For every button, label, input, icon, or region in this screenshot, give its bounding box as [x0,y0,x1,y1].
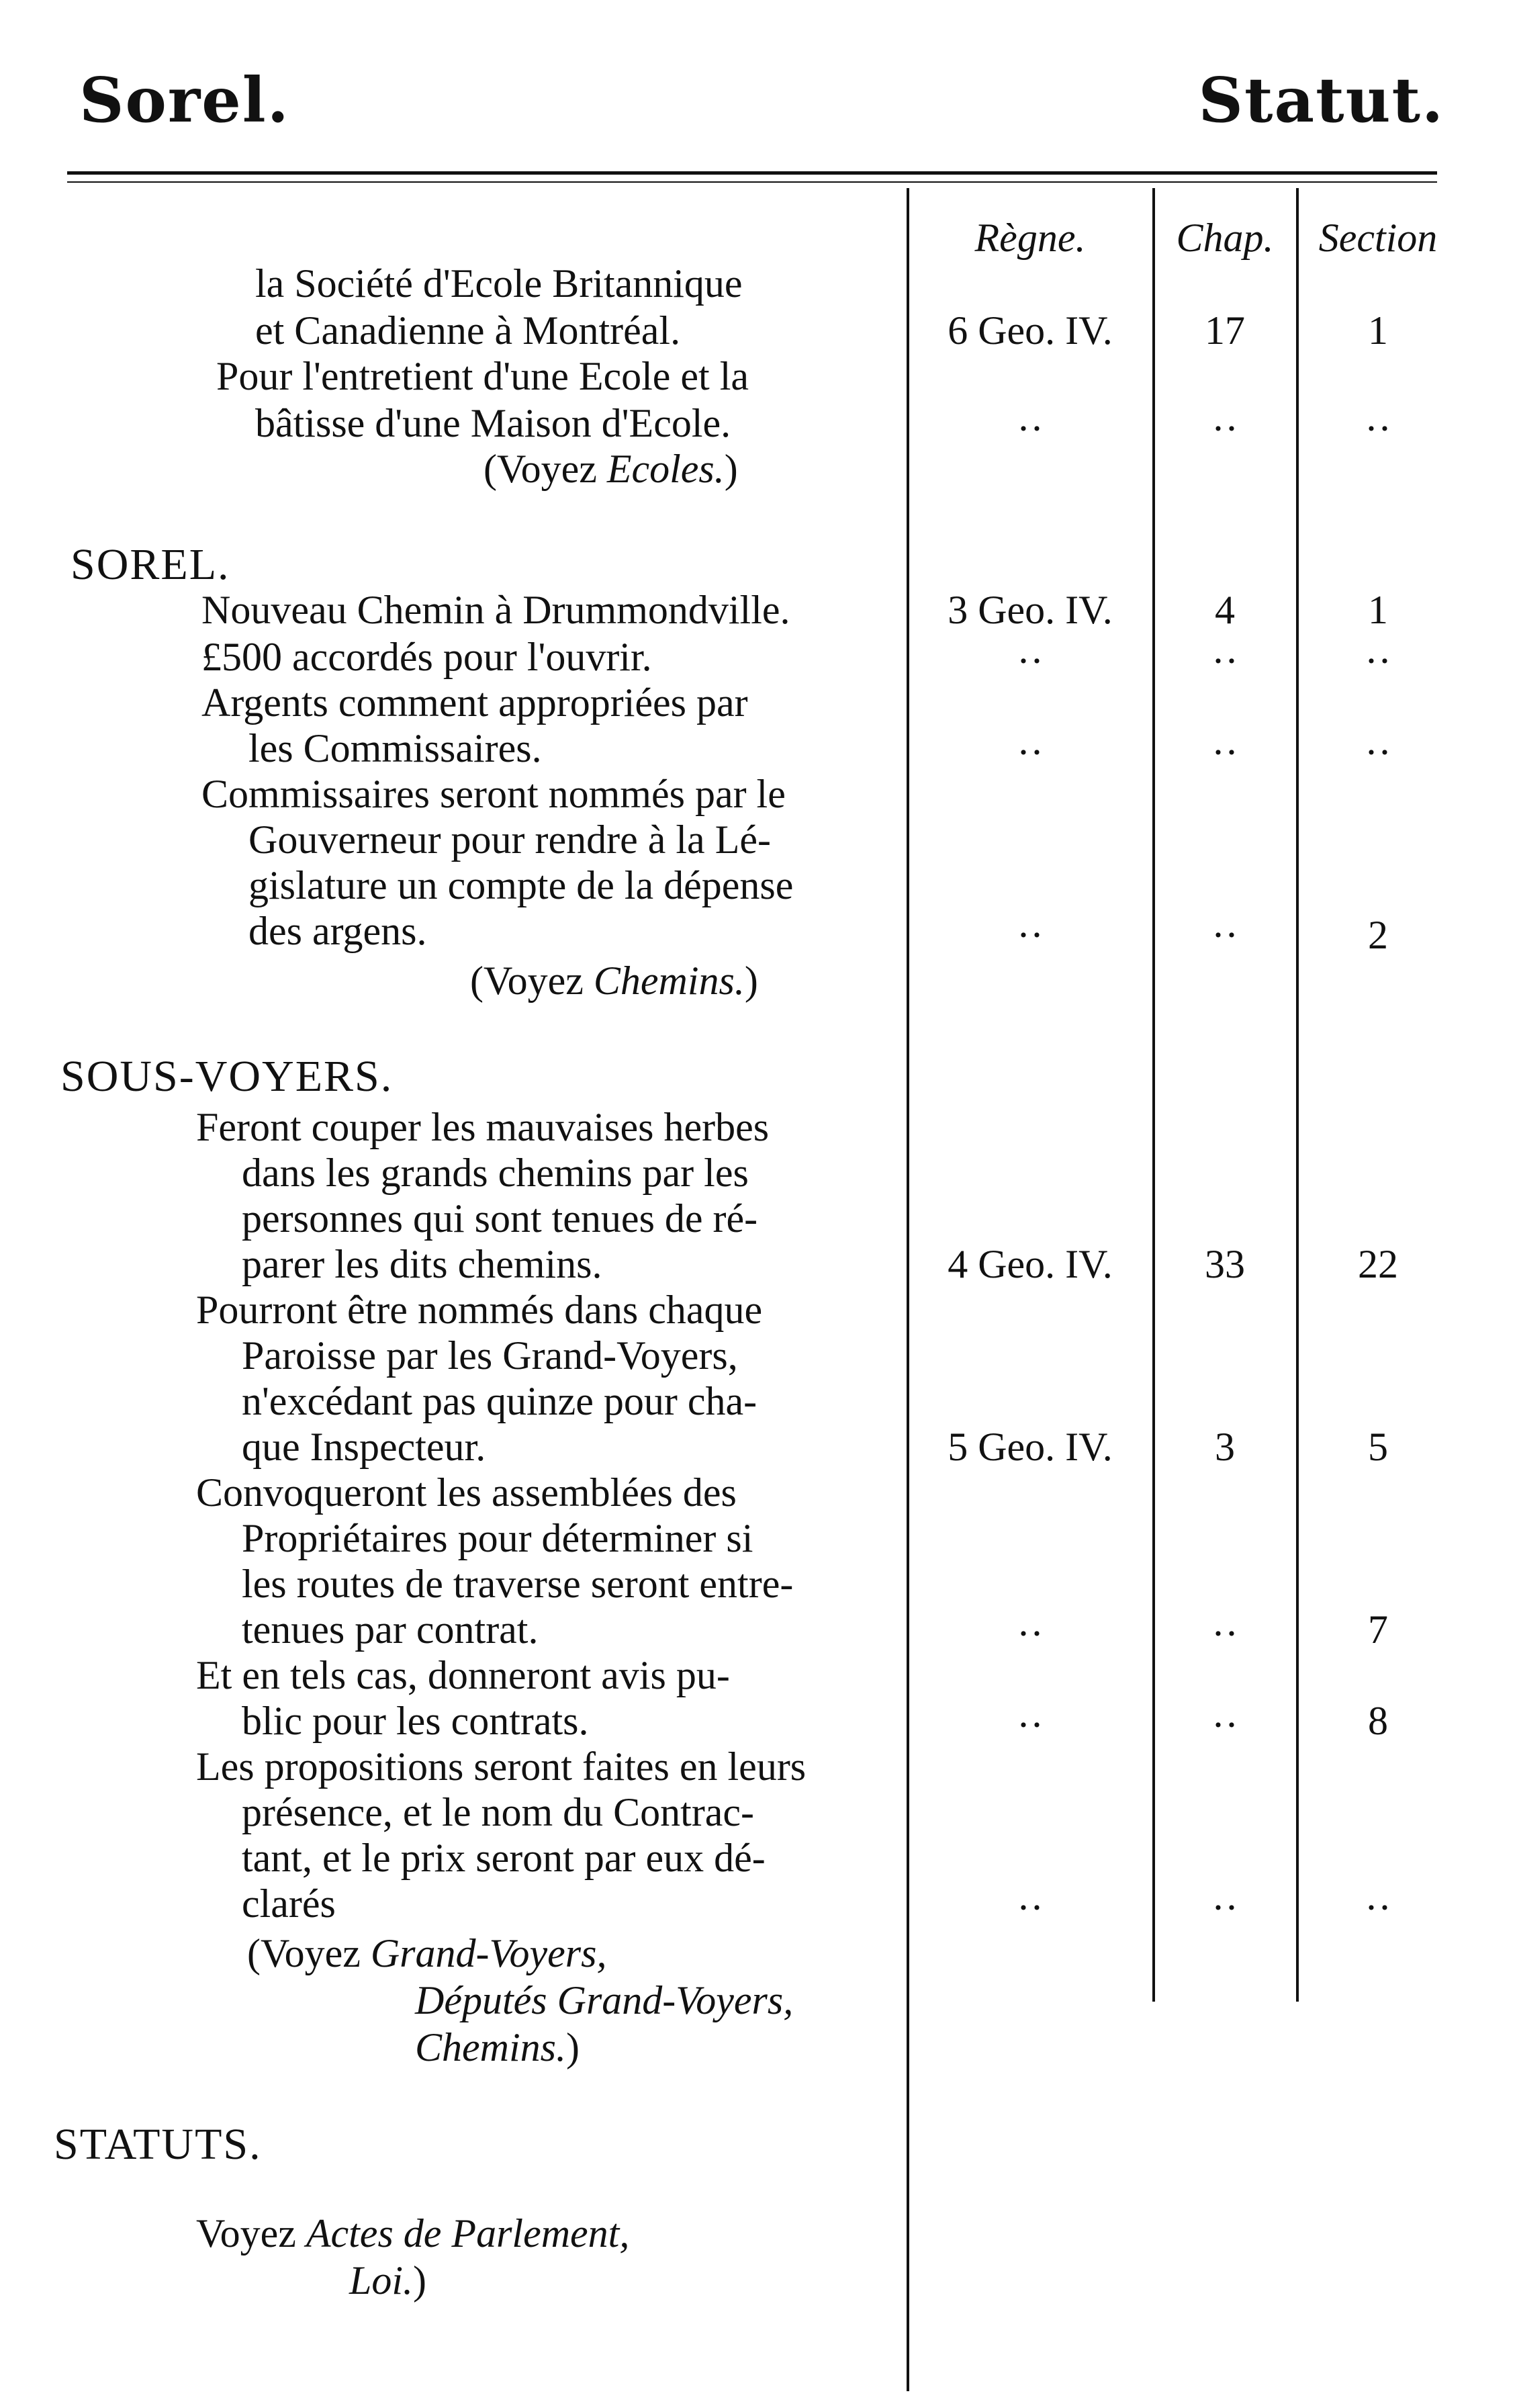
running-head-left: Sorel. [79,64,290,136]
text-line: Pour l'entretient d'une Ecole et la [216,354,749,398]
ref-regne: 3 Geo. IV. [948,588,1113,632]
text-line: dans les grands chemins par les [242,1151,749,1195]
ref-section: ·· [1365,639,1391,683]
text-line: bâtisse d'une Maison d'Ecole. [255,401,731,445]
text-line: n'excédant pas quinze pour cha- [242,1379,757,1423]
ref-section: 7 [1368,1607,1388,1652]
ref-section: 8 [1368,1699,1388,1743]
entry-heading: STATUTS. [54,2120,262,2169]
text-line: Argents comment appropriées par [201,680,748,725]
text-line: que Inspecteur. [242,1425,486,1469]
text-line: tant, et le prix seront par eux dé- [242,1836,766,1880]
text-line: personnes qui sont tenues de ré- [242,1196,758,1241]
cross-reference: Députés Grand-Voyers, [415,1978,794,2022]
ref-regne: ·· [1017,406,1044,451]
ref-section: 1 [1368,588,1388,632]
ref-section: ·· [1365,1885,1391,1930]
text-line: Convoqueront les assemblées des [196,1470,737,1515]
text-line: la Société d'Ecole Britannique [255,261,743,306]
ref-regne: ·· [1017,913,1044,957]
ref-chap: ·· [1211,1885,1238,1930]
ref-chap: ·· [1211,1611,1238,1656]
text-line: présence, et le nom du Contrac- [242,1790,755,1834]
text-line: Paroisse par les Grand-Voyers, [242,1333,738,1378]
text-line: les routes de traverse seront entre- [242,1562,794,1606]
cross-reference: Chemins.) [415,2025,580,2069]
ref-section: 5 [1368,1425,1388,1469]
ref-regne: ·· [1017,1611,1044,1656]
text-line: Commissaires seront nommés par le [201,772,786,816]
column-heading-section: Section [1318,216,1438,260]
ref-regne: 6 Geo. IV. [948,308,1113,353]
ref-chap: 33 [1205,1242,1245,1286]
ref-regne: 4 Geo. IV. [948,1242,1113,1286]
text-line: tenues par contrat. [242,1607,539,1652]
ref-chap: 3 [1215,1425,1235,1469]
text-line: Pourront être nommés dans chaque [196,1288,763,1332]
ref-chap: ·· [1211,913,1238,957]
text-line: Feront couper les mauvaises herbes [196,1105,770,1149]
ref-chap: ·· [1211,1703,1238,1747]
column-heading-chap: Chap. [1176,216,1274,260]
ref-chap: 4 [1215,588,1235,632]
text-line: Gouverneur pour rendre à la Lé- [248,817,771,862]
cross-reference: Loi.) [349,2258,427,2303]
text-line: clarés [242,1881,336,1926]
ref-chap: ·· [1211,639,1238,683]
text-line: les Commissaires. [248,726,542,770]
ref-regne: ·· [1017,639,1044,683]
cross-reference: (Voyez Ecoles.) [484,447,738,491]
column-heading-regne: Règne. [974,216,1086,260]
cross-reference: (Voyez Chemins.) [470,958,758,1003]
ref-chap: ·· [1211,730,1238,774]
entry-heading: SOUS-VOYERS. [60,1052,394,1101]
ref-chap: ·· [1211,406,1238,451]
ref-section: 22 [1358,1242,1398,1286]
text-line: gislature un compte de la dépense [248,863,794,907]
text-line: Et en tels cas, donneront avis pu- [196,1653,730,1697]
column-divider [907,188,909,2391]
ref-section: ·· [1365,730,1391,774]
text-line: parer les dits chemins. [242,1242,602,1286]
ref-regne: ·· [1017,1703,1044,1747]
header-rule-thick [67,171,1437,175]
ref-section: ·· [1365,406,1391,451]
text-line: £500 accordés pour l'ouvrir. [201,635,652,679]
cross-reference: (Voyez Grand-Voyers, [247,1931,607,1975]
cross-reference: Voyez Actes de Parlement, [196,2211,630,2256]
text-line: Les propositions seront faites en leurs [196,1744,807,1789]
text-line: blic pour les contrats. [242,1699,589,1743]
ref-regne: ·· [1017,730,1044,774]
header-rule-thin [67,181,1437,183]
ref-chap: 17 [1205,308,1245,353]
ref-regne: 5 Geo. IV. [948,1425,1113,1469]
ref-regne: ·· [1017,1885,1044,1930]
ref-section: 1 [1368,308,1388,353]
text-line: et Canadienne à Montréal. [255,308,681,353]
ref-section: 2 [1368,913,1388,957]
entry-heading: SOREL. [71,540,230,589]
running-head-right: Statut. [1198,64,1444,136]
text-line: des argens. [248,909,427,953]
text-line: Propriétaires pour déterminer si [242,1516,753,1560]
text-line: Nouveau Chemin à Drummondville. [201,588,790,632]
